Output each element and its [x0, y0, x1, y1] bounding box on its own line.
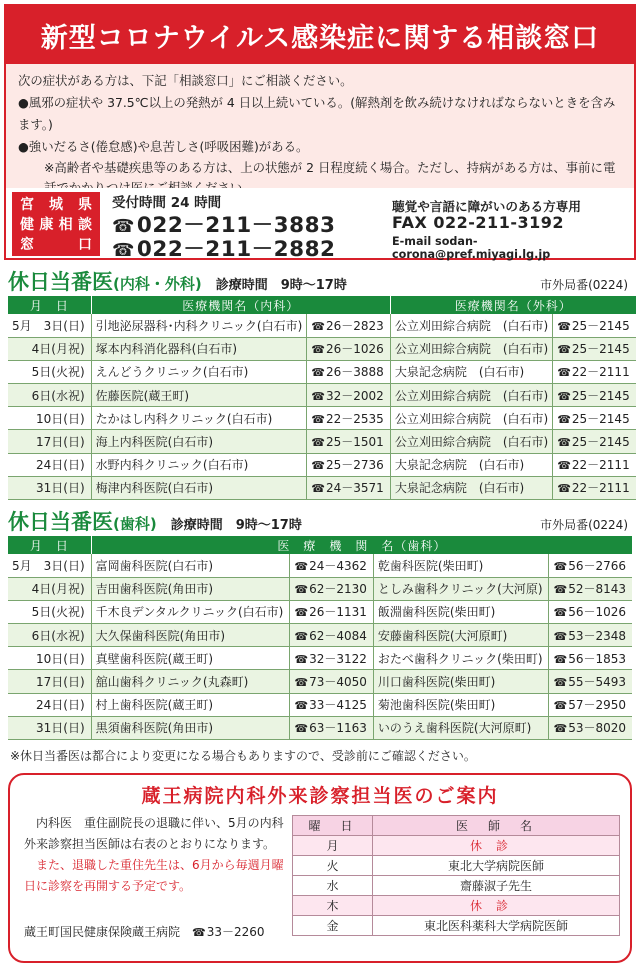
weekday-cell: 水	[293, 876, 373, 896]
phone-text: 52－8143	[568, 582, 626, 597]
phone-text: 26－2823	[326, 318, 384, 333]
table-row	[8, 624, 632, 647]
tel-b-cell	[548, 693, 632, 716]
dental-section-header	[8, 506, 302, 534]
miyagi-consult-tag	[12, 192, 100, 256]
tel-a-cell	[307, 407, 391, 430]
telephone-icon: ☎	[553, 606, 568, 620]
tel-a-cell	[289, 716, 373, 739]
phone-text: 33－4125	[309, 698, 367, 713]
doctor-cell: 東北大学病院医師	[373, 856, 620, 876]
table-row	[8, 600, 632, 623]
col-date: 月 日	[8, 536, 91, 554]
consult-title: 新型コロナウイルス感染症に関する相談窓口	[6, 6, 634, 64]
telephone-icon: ☎	[192, 926, 206, 939]
tel-b-cell	[553, 453, 636, 476]
tel-b-cell	[548, 577, 632, 600]
table-row	[8, 384, 636, 407]
clinic-a-cell: 黒須歯科医院(角田市)	[91, 716, 289, 739]
telephone-icon: ☎	[311, 389, 325, 403]
tel-b-cell	[553, 314, 636, 337]
zao-hospital-name: 蔵王町国民健康保険蔵王病院	[24, 925, 181, 939]
tel-a-cell	[307, 360, 391, 383]
clinic-b-cell: 飯淵歯科医院(柴田町)	[373, 600, 548, 623]
clinic-a-cell: 海上内科医院(白石市)	[91, 430, 307, 453]
clinic-a-cell: 水野内科クリニック(白石市)	[91, 453, 307, 476]
clinic-b-cell: おたべ歯科クリニック(柴田町)	[373, 647, 548, 670]
telephone-icon: ☎	[553, 722, 568, 736]
clinic-b-cell: 公立刈田綜合病院 (白石市)	[390, 384, 552, 407]
tel-b-cell	[548, 647, 632, 670]
zao-text-2: また、退職した重住先生は、6月から毎週月曜日に診察を再開する予定です。	[24, 858, 284, 893]
tel-a-cell	[307, 476, 391, 499]
fax-number: FAX 022-211-3192	[392, 213, 564, 232]
tag-line: 健康相談	[20, 217, 92, 233]
phone-text: 26－1131	[309, 605, 367, 620]
tel-b-cell	[553, 360, 636, 383]
table-row	[8, 314, 636, 337]
table-row	[8, 693, 632, 716]
zao-contact[interactable]	[24, 923, 265, 940]
weekday-cell: 金	[293, 916, 373, 936]
phone-text: 25－2145	[571, 411, 630, 426]
date-cell: 6日(水祝)	[8, 624, 91, 647]
tag-line: 宮城県	[20, 197, 92, 213]
col-date: 月 日	[8, 296, 91, 314]
col-weekday: 曜 日	[293, 816, 373, 836]
phone-text: 63－1163	[309, 721, 367, 736]
tel-a-cell	[307, 337, 391, 360]
tel-b-cell	[553, 337, 636, 360]
phone-text: 26－3888	[326, 365, 384, 380]
clinic-b-cell: 菊池歯科医院(柴田町)	[373, 693, 548, 716]
telephone-icon: ☎	[294, 676, 309, 690]
clinic-b-cell: 大泉記念病院 (白石市)	[390, 453, 552, 476]
doctor-cell: 休診	[373, 836, 620, 856]
table-row	[8, 337, 636, 360]
table-row	[8, 407, 636, 430]
telephone-icon: ☎	[294, 606, 309, 620]
table-row	[8, 670, 632, 693]
telephone-icon: ☎	[557, 459, 571, 473]
date-cell: 17日(日)	[8, 430, 91, 453]
phone-text: 56－1853	[568, 651, 626, 666]
clinic-b-cell: 乾歯科医院(柴田町)	[373, 554, 548, 577]
telephone-icon: ☎	[311, 482, 325, 496]
tel-a-cell	[307, 384, 391, 407]
clinic-a-cell: 梅津内科医院(白石市)	[91, 476, 307, 499]
tel-b-cell	[548, 624, 632, 647]
clinic-b-cell: 公立刈田綜合病院 (白石市)	[390, 407, 552, 430]
tel-b-cell	[548, 600, 632, 623]
phone-text: 32－2002	[326, 388, 384, 403]
phone-text: 32－3122	[309, 651, 367, 666]
clinic-a-cell: 富岡歯科医院(白石市)	[91, 554, 289, 577]
internal-duty-table	[8, 296, 636, 500]
clinic-a-cell: 舘山歯科クリニック(丸森町)	[91, 670, 289, 693]
date-cell: 5日(火祝)	[8, 600, 91, 623]
date-cell: 6日(水祝)	[8, 384, 91, 407]
tel-a-cell	[307, 453, 391, 476]
hearing-impaired-label: 聴覚や言語に障がいのある方専用	[392, 199, 581, 214]
date-cell: 17日(日)	[8, 670, 91, 693]
phone-text: 22－2111	[571, 458, 630, 473]
phone-text: 24－3571	[326, 481, 384, 496]
tag-line: 窓口	[20, 237, 92, 253]
col-doctor: 医 師 名	[373, 816, 620, 836]
doctor-cell: 休診	[373, 896, 620, 916]
tel-b-cell	[548, 670, 632, 693]
telephone-icon: ☎	[294, 559, 309, 573]
tel-a-cell	[289, 670, 373, 693]
weekday-cell: 月	[293, 836, 373, 856]
phone-text: 22－2111	[571, 365, 630, 380]
internal-section-header	[8, 266, 347, 294]
phone-number-2[interactable]	[112, 232, 336, 263]
telephone-icon: ☎	[553, 559, 568, 573]
doctor-cell: 齋藤淑子先生	[373, 876, 620, 896]
consult-contacts	[6, 188, 634, 262]
zao-title: 蔵王病院内科外来診察担当医のご案内	[141, 785, 499, 807]
telephone-icon: ☎	[294, 629, 309, 643]
weekday-cell: 木	[293, 896, 373, 916]
telephone-icon: ☎	[557, 343, 571, 357]
table-row	[8, 554, 632, 577]
date-cell: 10日(日)	[8, 407, 91, 430]
phone-text: 73－4050	[309, 675, 367, 690]
tel-a-cell	[289, 647, 373, 670]
table-row	[8, 577, 632, 600]
zao-hospital-box	[8, 773, 632, 963]
doctor-row	[293, 856, 620, 876]
clinic-a-cell: 塚本内科消化器科(白石市)	[91, 337, 307, 360]
telephone-icon: ☎	[553, 629, 568, 643]
dental-hours: 診療時間 9時～17時	[170, 518, 302, 533]
clinic-a-cell: 吉田歯科医院(角田市)	[91, 577, 289, 600]
tel-a-cell	[289, 693, 373, 716]
phone-text: 53－8020	[568, 721, 626, 736]
telephone-icon: ☎	[112, 240, 135, 261]
table-row	[8, 453, 636, 476]
telephone-icon: ☎	[294, 583, 309, 597]
table-row	[8, 716, 632, 739]
email-address[interactable]: E-mail sodan-corona@pref.miyagi.lg.jp	[392, 235, 551, 261]
telephone-icon: ☎	[311, 459, 325, 473]
phone-text: 25－2736	[326, 458, 384, 473]
internal-hours: 診療時間 9時～17時	[215, 278, 347, 293]
phone-text: 55－5493	[568, 675, 626, 690]
phone-text: 25－2145	[571, 342, 630, 357]
telephone-icon: ☎	[557, 366, 571, 380]
clinic-a-cell: 引地泌尿器科･内科クリニック(白石市)	[91, 314, 307, 337]
clinic-a-cell: たかはし内科クリニック(白石市)	[91, 407, 307, 430]
telephone-icon: ☎	[557, 482, 571, 496]
tel-a-cell	[289, 577, 373, 600]
symptom-bullet: ●強いだるさ(倦怠感)や息苦しさ(呼吸困難)がある。	[18, 139, 309, 154]
clinic-b-cell: としみ歯科クリニック(大河原)	[373, 577, 548, 600]
internal-title: 休日当番医(内科・外科)	[8, 270, 202, 294]
reception-hours: 受付時間 24 時間	[112, 195, 222, 211]
telephone-icon: ☎	[557, 319, 571, 333]
tel-b-cell	[548, 716, 632, 739]
telephone-icon: ☎	[553, 652, 568, 666]
clinic-a-cell: 真壁歯科医院(蔵王町)	[91, 647, 289, 670]
telephone-icon: ☎	[311, 319, 325, 333]
duty-footnote: ※休日当番医は都合により変更になる場合もありますので、受診前にご確認ください。	[10, 749, 476, 763]
date-cell: 5月 3日(日)	[8, 554, 91, 577]
consult-note: ※高齢者や基礎疾患等のある方は、上の状態が 2 日程度続く場合。ただし、持病がある方は、事前に電	[44, 160, 616, 175]
tel-a-cell	[289, 624, 373, 647]
phone-text: 62－4084	[309, 628, 367, 643]
telephone-icon: ☎	[311, 343, 325, 357]
telephone-icon: ☎	[294, 722, 309, 736]
doctor-row	[293, 896, 620, 916]
tel-b-cell	[553, 407, 636, 430]
table-row	[8, 476, 636, 499]
date-cell: 24日(日)	[8, 693, 91, 716]
telephone-icon: ☎	[557, 436, 571, 450]
tel-a-cell	[289, 600, 373, 623]
phone-text: 25－1501	[326, 435, 384, 450]
phone-text: 25－2145	[571, 435, 630, 450]
consult-intro: 次の症状がある方は、下記「相談窓口」にご相談ください。	[18, 73, 353, 88]
doctor-row	[293, 876, 620, 896]
dental-title: 休日当番医(歯科)	[8, 510, 157, 534]
col-surgery: 医療機関名（外科）	[390, 296, 635, 314]
telephone-icon: ☎	[553, 699, 568, 713]
phone-text: 56－2766	[568, 558, 626, 573]
date-cell: 31日(日)	[8, 476, 91, 499]
consult-box	[4, 4, 636, 260]
dental-area-code: 市外局番(0224)	[540, 518, 628, 532]
clinic-b-cell: 川口歯科医院(柴田町)	[373, 670, 548, 693]
phone-text: 56－1026	[568, 605, 626, 620]
tel-b-cell	[553, 476, 636, 499]
clinic-b-cell: 大泉記念病院 (白石市)	[390, 360, 552, 383]
doctor-schedule-table	[292, 815, 620, 936]
phone-text: 22－2111	[571, 481, 630, 496]
phone-text: 25－2145	[571, 318, 630, 333]
telephone-icon: ☎	[311, 436, 325, 450]
telephone-icon: ☎	[557, 389, 571, 403]
clinic-a-cell: えんどうクリニック(白石市)	[91, 360, 307, 383]
internal-area-code: 市外局番(0224)	[540, 278, 628, 292]
date-cell: 5月 3日(日)	[8, 314, 91, 337]
phone-text: 24－4362	[309, 558, 367, 573]
clinic-b-cell: 公立刈田綜合病院 (白石市)	[390, 337, 552, 360]
col-dental: 医 療 機 関 名（歯科）	[91, 536, 632, 554]
telephone-icon: ☎	[553, 676, 568, 690]
zao-description	[24, 813, 286, 897]
phone-text: 53－2348	[568, 628, 626, 643]
date-cell: 10日(日)	[8, 647, 91, 670]
date-cell: 4日(月祝)	[8, 577, 91, 600]
date-cell: 31日(日)	[8, 716, 91, 739]
telephone-icon: ☎	[311, 412, 325, 426]
phone-text: 26－1026	[326, 342, 384, 357]
date-cell: 5日(火祝)	[8, 360, 91, 383]
clinic-a-cell: 村上歯科医院(蔵王町)	[91, 693, 289, 716]
phone-1-text: 022－211－3883	[136, 213, 336, 238]
clinic-b-cell: 安藤歯科医院(大河原町)	[373, 624, 548, 647]
doctor-row	[293, 836, 620, 856]
clinic-b-cell: 公立刈田綜合病院 (白石市)	[390, 314, 552, 337]
tel-a-cell	[307, 430, 391, 453]
telephone-icon: ☎	[294, 699, 309, 713]
dental-duty-table	[8, 536, 632, 740]
tel-a-cell	[307, 314, 391, 337]
telephone-icon: ☎	[112, 216, 135, 237]
symptom-bullet: ●風邪の症状や 37.5℃以上の発熱が 4 日以上続いている。(解熱剤を飲み続けなければならないときを含みます。)	[18, 95, 616, 132]
clinic-a-cell: 千木良デンタルクリニック(白石市)	[91, 600, 289, 623]
clinic-b-cell: いのうえ歯科医院(大河原町)	[373, 716, 548, 739]
telephone-icon: ☎	[294, 652, 309, 666]
tel-b-cell	[553, 430, 636, 453]
tel-b-cell	[548, 554, 632, 577]
weekday-cell: 火	[293, 856, 373, 876]
table-row	[8, 360, 636, 383]
telephone-icon: ☎	[311, 366, 325, 380]
clinic-b-cell: 公立刈田綜合病院 (白石市)	[390, 430, 552, 453]
clinic-a-cell: 佐藤医院(蔵王町)	[91, 384, 307, 407]
clinic-b-cell: 大泉記念病院 (白石市)	[390, 476, 552, 499]
phone-text: 62－2130	[309, 582, 367, 597]
zao-text-1: 内科医 重住副院長の退職に伴い、5月の内科外来診察担当医師は右表のとおりになります。	[24, 816, 284, 851]
clinic-a-cell: 大久保歯科医院(角田市)	[91, 624, 289, 647]
zao-phone: 33－2260	[206, 925, 265, 939]
date-cell: 4日(月祝)	[8, 337, 91, 360]
tel-a-cell	[289, 554, 373, 577]
phone-text: 25－2145	[571, 388, 630, 403]
consult-symptoms	[6, 64, 634, 188]
tel-b-cell	[553, 384, 636, 407]
phone-text: 57－2950	[568, 698, 626, 713]
telephone-icon: ☎	[557, 412, 571, 426]
col-internal: 医療機関名（内科）	[91, 296, 390, 314]
table-row	[8, 430, 636, 453]
date-cell: 24日(日)	[8, 453, 91, 476]
phone-text: 22－2535	[326, 411, 384, 426]
telephone-icon: ☎	[553, 583, 568, 597]
doctor-cell: 東北医科薬科大学病院医師	[373, 916, 620, 936]
table-row	[8, 647, 632, 670]
phone-2-text: 022－211－2882	[136, 237, 336, 262]
doctor-row	[293, 916, 620, 936]
